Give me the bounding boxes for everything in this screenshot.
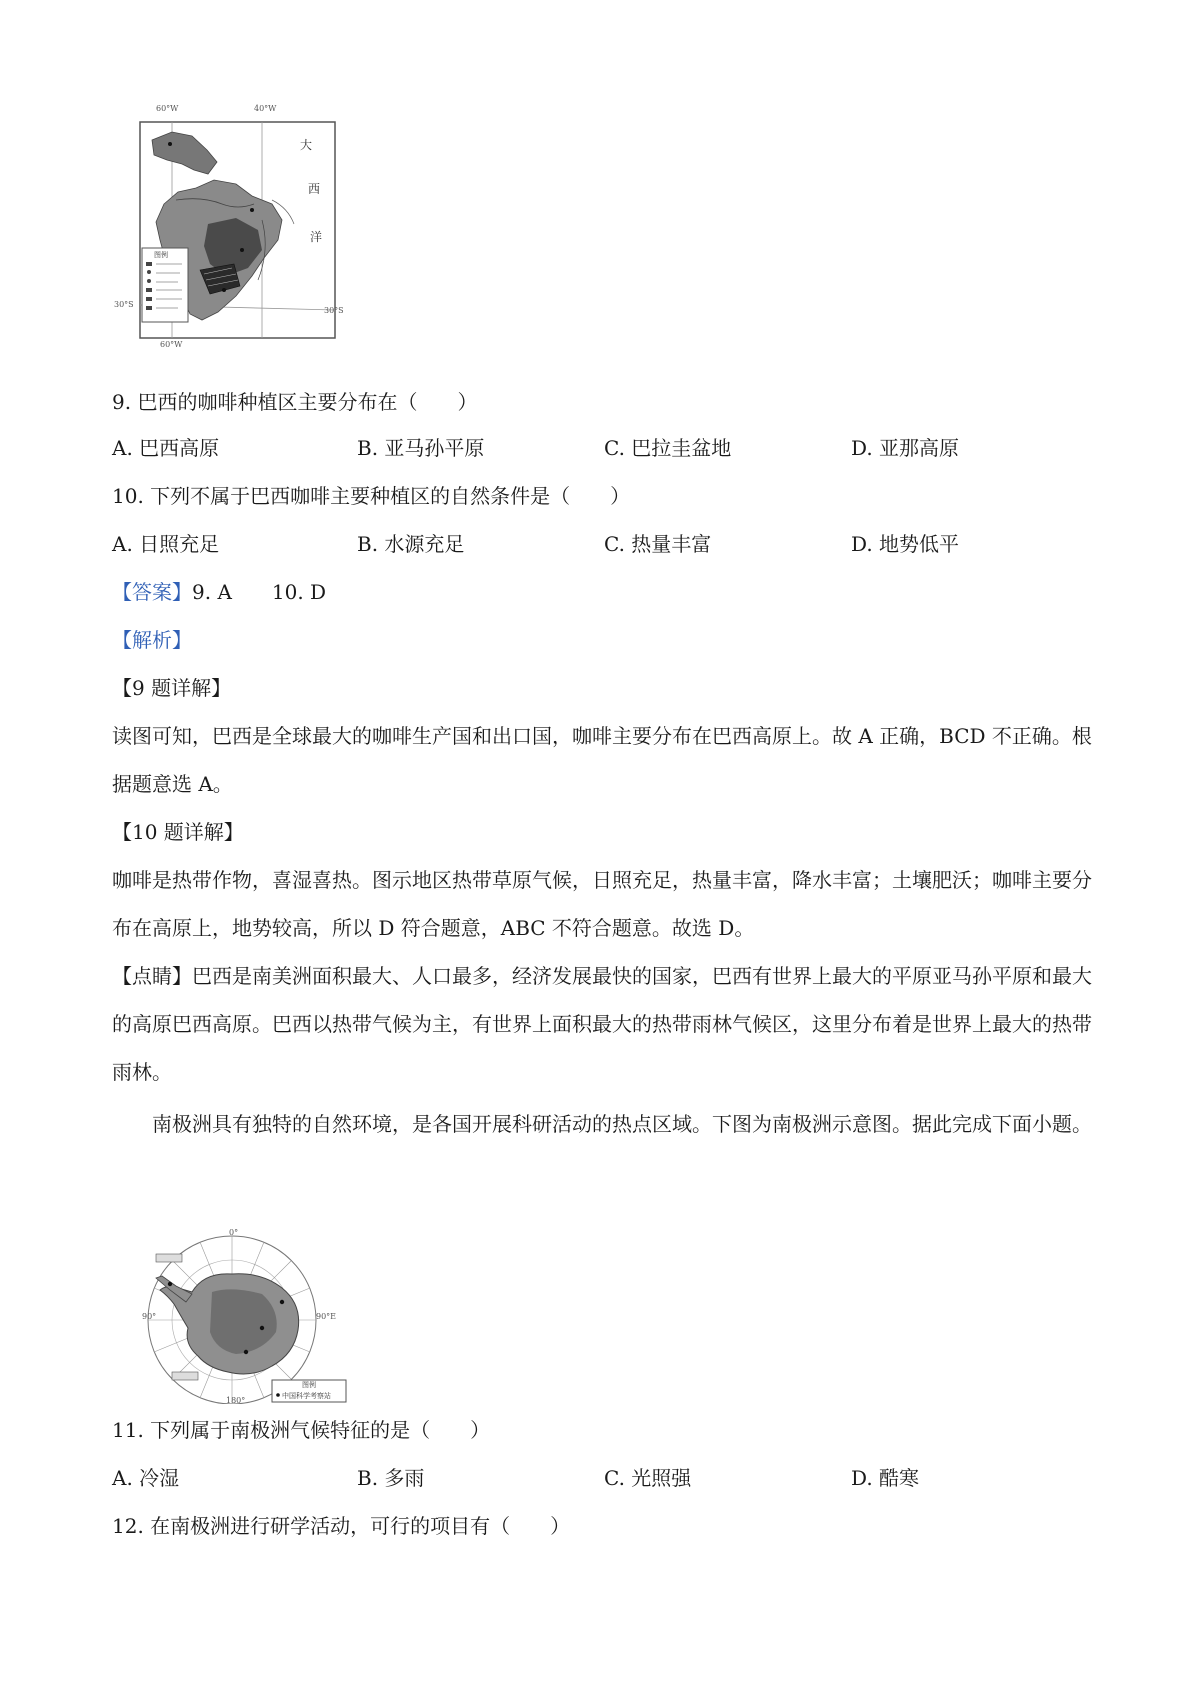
map1-lon-top-left: 60°W [156, 104, 179, 113]
q9-option-d: D. 亚那高原 [851, 436, 960, 460]
question-10-stem: 10. 下列不属于巴西咖啡主要种植区的自然条件是（ ） [112, 484, 631, 508]
antarctica-intro: 南极洲具有独特的自然环境，是各国开展科研活动的热点区域。下图为南极洲示意图。据此完成下面小题。 [152, 1112, 1092, 1136]
q10-option-a: A. 日照充足 [112, 532, 220, 556]
detail-10-heading: 【10 题详解】 [112, 820, 244, 844]
analysis-label: 【解析】 [112, 628, 192, 652]
map2-legend-title: 图例 [302, 1381, 316, 1389]
q11-option-b: B. 多雨 [357, 1466, 425, 1490]
question-12-stem: 12. 在南极洲进行研学活动，可行的项目有（ ） [112, 1514, 571, 1538]
map1-label-da: 大 [300, 138, 313, 152]
map1-label-xi: 西 [308, 182, 321, 196]
map2-lon-top: 0° [229, 1228, 239, 1237]
q11-option-a: A. 冷湿 [112, 1466, 180, 1490]
detail-9-heading: 【9 题详解】 [112, 676, 232, 700]
map1-label-yang: 洋 [310, 230, 323, 244]
q10-option-c: C. 热量丰富 [604, 532, 712, 556]
antarctica-map-figure [112, 1228, 352, 1405]
brazil-map-figure [112, 100, 352, 350]
map2-lon-left: 90° [142, 1312, 157, 1321]
map2-legend-item: 中国科学考察站 [282, 1392, 331, 1400]
dianjing-text: 巴西是南美洲面积最大、人口最多，经济发展最快的国家，巴西有世界上最大的平原亚马孙平原和最大的高原巴西高原。巴西以热带气候为主，有世界上面积最大的热带雨林气候区，这里分布着是世界上最大的热带雨林。 [112, 964, 1092, 1084]
map1-lon-top-right: 40°W [254, 104, 277, 113]
answer-line [112, 578, 326, 606]
q10-option-b: B. 水源充足 [357, 532, 465, 556]
brazil-map-image [112, 100, 352, 350]
map1-legend-title: 图例 [154, 251, 168, 259]
dianjing-label: 【点睛】 [112, 964, 192, 988]
map1-lat-right: 30°S [324, 306, 344, 315]
q10-option-d: D. 地势低平 [851, 532, 960, 556]
detail-10-text: 咖啡是热带作物，喜湿喜热。图示地区热带草原气候，日照充足，热量丰富，降水丰富；土壤肥沃；咖啡主要分布在高原上，地势较高，所以 D 符合题意，ABC 不符合题意。故选 D。 [112, 868, 1092, 940]
answer-text: 9. A 10. D [192, 580, 327, 604]
map2-lon-right: 90°E [316, 1312, 337, 1321]
map2-lon-bottom: 180° [226, 1396, 246, 1405]
answer-label: 【答案】 [112, 580, 192, 604]
q9-option-a: A. 巴西高原 [112, 436, 220, 460]
q9-option-b: B. 亚马孙平原 [357, 436, 485, 460]
map1-lon-bottom: 60°W [160, 340, 183, 349]
q11-option-d: D. 酷寒 [851, 1466, 920, 1490]
map1-lat-left: 30°S [114, 300, 134, 309]
question-11-stem: 11. 下列属于南极洲气候特征的是（ ） [112, 1418, 491, 1442]
q9-option-c: C. 巴拉圭盆地 [604, 436, 732, 460]
dianjing-block [112, 952, 1092, 1096]
question-9-stem: 9. 巴西的咖啡种植区主要分布在（ ） [112, 390, 478, 414]
detail-9-text: 读图可知，巴西是全球最大的咖啡生产国和出口国，咖啡主要分布在巴西高原上。故 A 正确，BCD 不正确。根据题意选 A。 [112, 724, 1092, 796]
q11-option-c: C. 光照强 [604, 1466, 692, 1490]
